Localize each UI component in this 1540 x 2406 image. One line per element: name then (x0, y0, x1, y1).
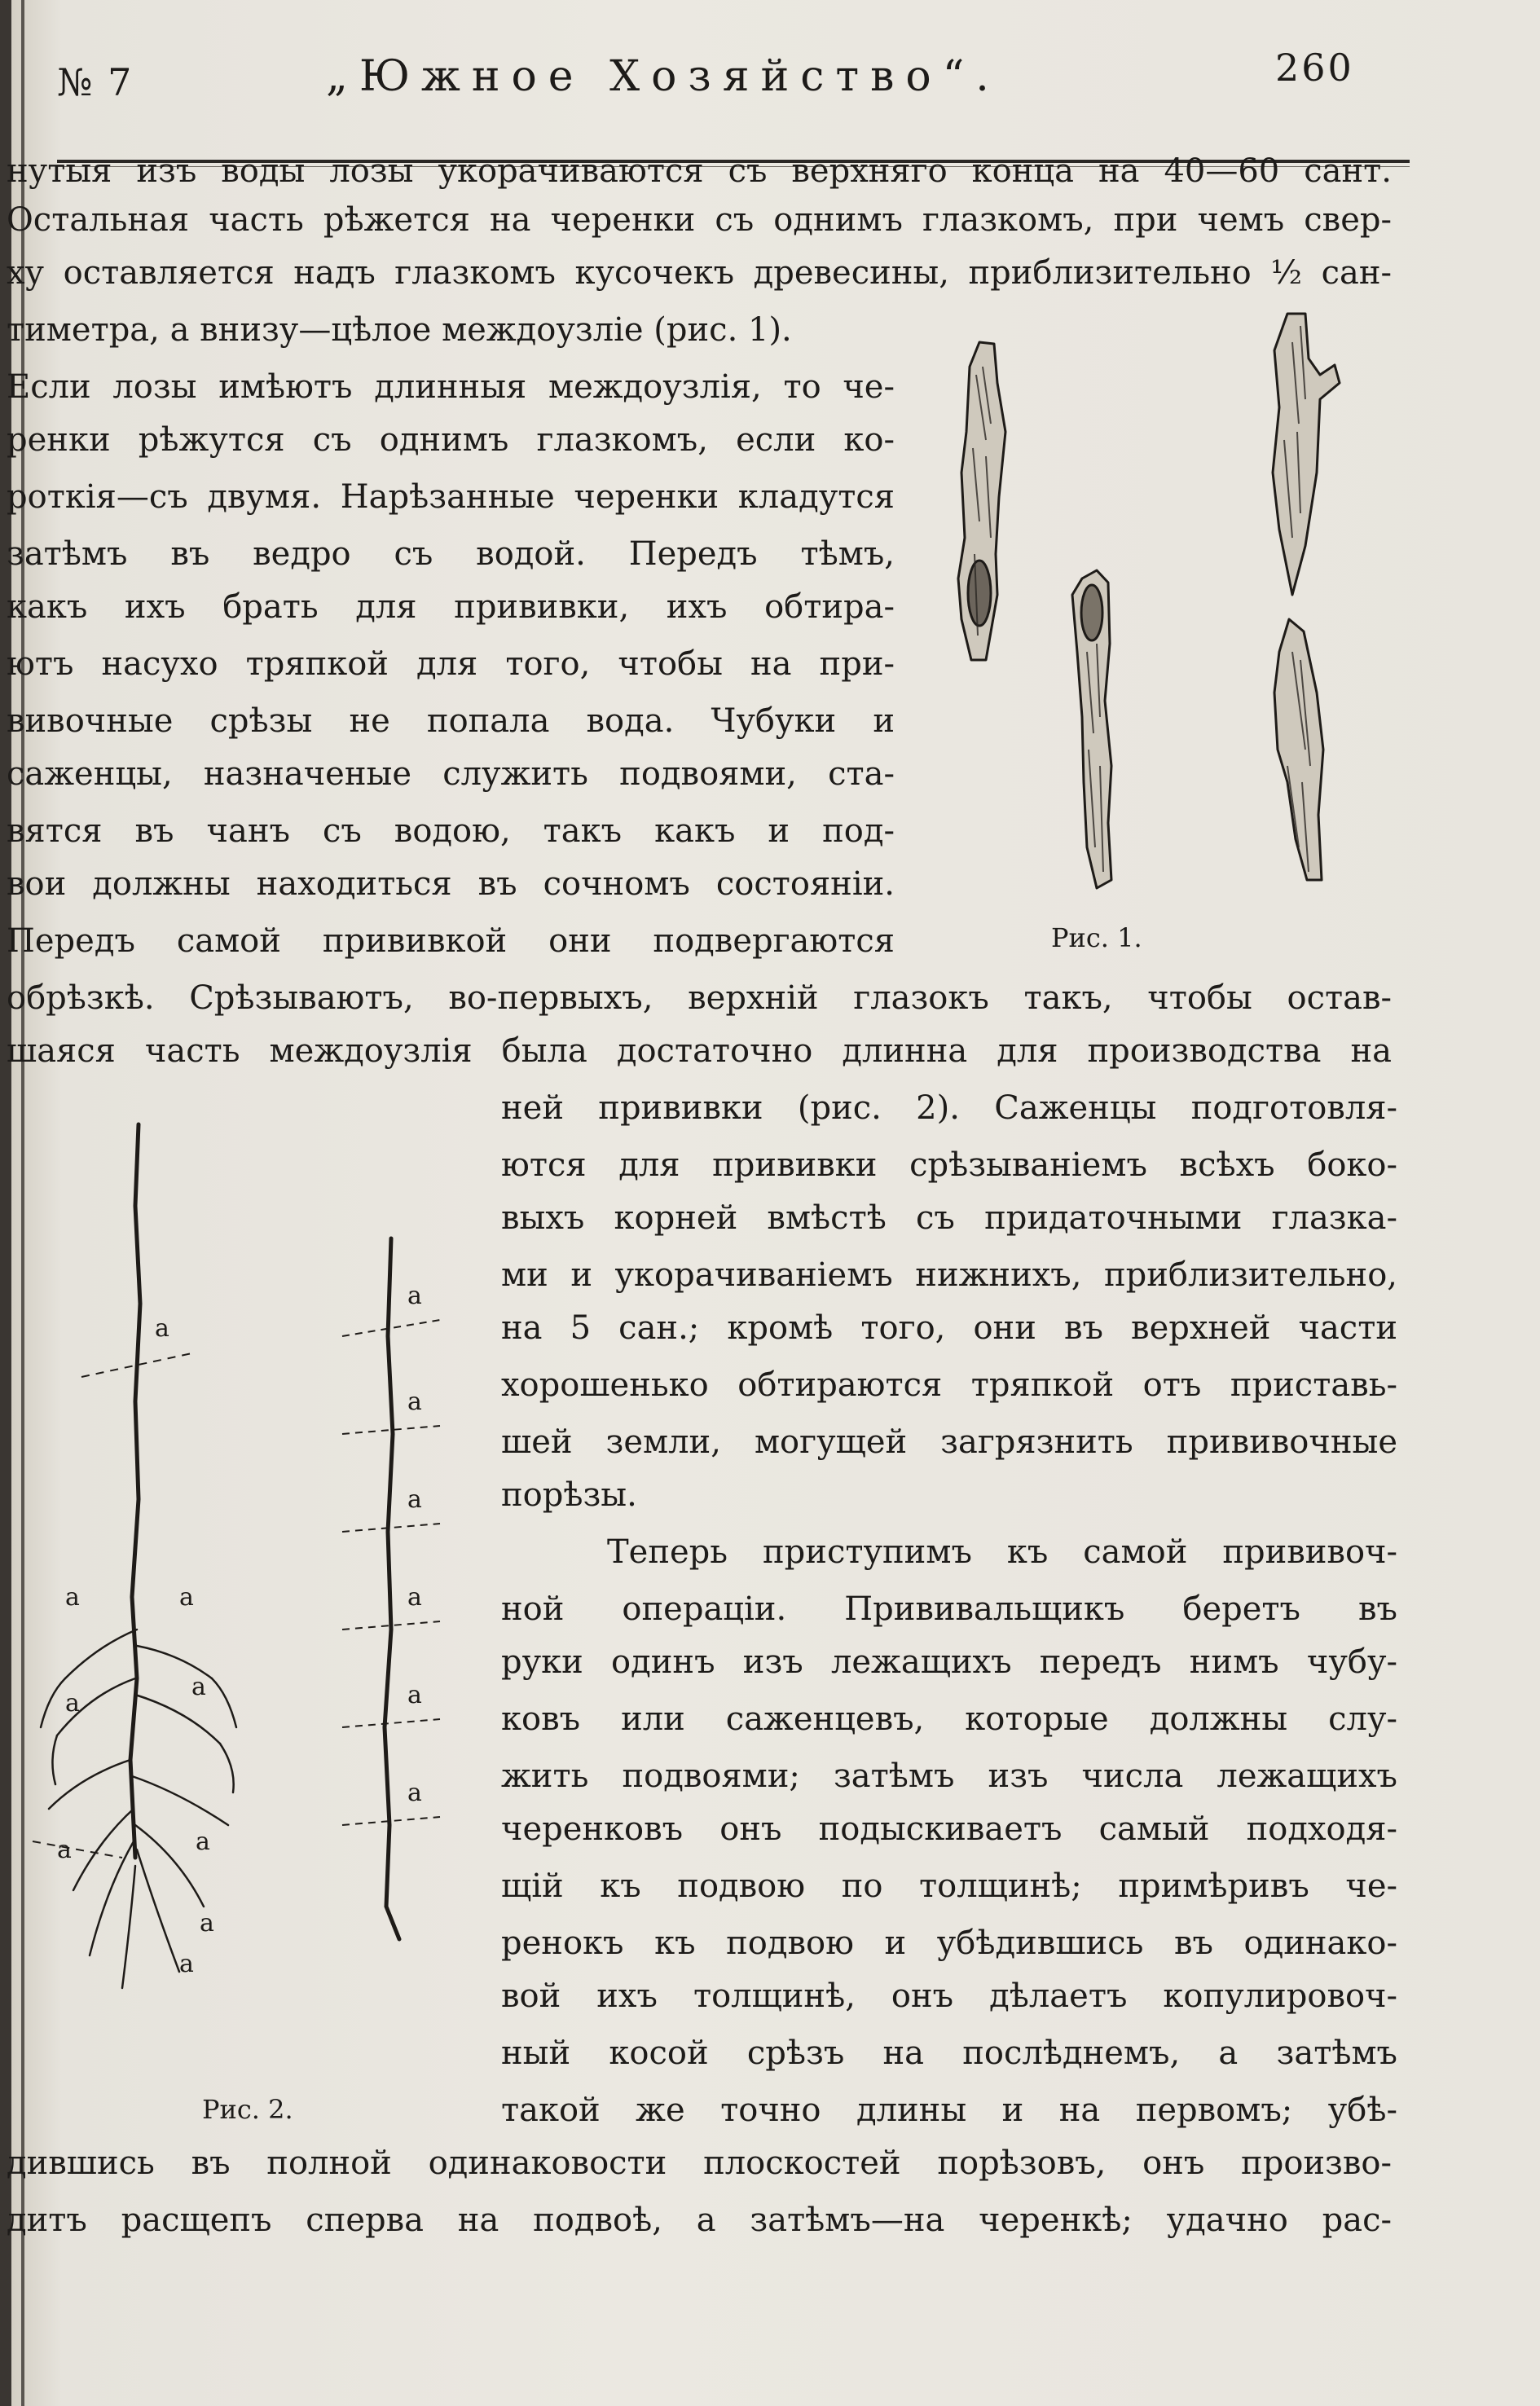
book-spine (0, 0, 11, 2406)
text-line: жить подвоями; затѣмъ изъ числа лежащихъ (501, 1757, 1397, 1795)
text-line: ной операціи. Прививальщикъ беретъ въ (501, 1590, 1397, 1628)
figure-2-label: a (407, 1282, 422, 1310)
figure-1-drawing (937, 310, 1361, 945)
text-line: саженцы, назначеные служить подвоями, ста- (7, 755, 895, 793)
figure-2-label: a (179, 1583, 194, 1612)
text-line: выхъ корней вмѣстѣ съ придаточными глазка- (501, 1199, 1397, 1237)
text-line: обрѣзкѣ. Срѣзываютъ, во-первыхъ, верхній глазокъ такъ, чтобы остав- (7, 979, 1392, 1017)
text-line: какъ ихъ брать для прививки, ихъ обтира- (7, 588, 895, 626)
text-line: вивочные срѣзы не попала вода. Чубуки и (7, 702, 895, 740)
text-line: роткія—съ двумя. Нарѣзанные черенки кладутся (7, 478, 895, 516)
figure-2-label: a (191, 1673, 206, 1701)
figure-1 (937, 310, 1361, 945)
figure-2-label: a (179, 1950, 194, 1978)
figure-2-label: a (196, 1828, 210, 1856)
page-number: 260 (1275, 46, 1354, 90)
text-line: на 5 сан.; кромѣ того, они въ верхней части (501, 1309, 1397, 1347)
text-line: ный косой срѣзъ на послѣднемъ, а затѣмъ (501, 2034, 1397, 2072)
text-line: такой же точно длины и на первомъ; убѣ- (501, 2092, 1397, 2129)
figure-2-label: a (407, 1583, 422, 1612)
text-line: черенковъ онъ подыскиваетъ самый подходя- (501, 1810, 1397, 1848)
text-line: дившись въ полной одинаковости плоскостей порѣзовъ, онъ произво- (7, 2144, 1392, 2182)
figure-2-label: a (407, 1681, 422, 1709)
text-line: ми и укорачиваніемъ нижнихъ, приблизительно, (501, 1256, 1397, 1294)
text-line: вятся въ чанъ съ водою, такъ какъ и под- (7, 812, 895, 850)
text-line: затѣмъ въ ведро съ водой. Передъ тѣмъ, (7, 535, 895, 573)
text-line: ней прививки (рис. 2). Саженцы подготовля- (501, 1089, 1397, 1127)
journal-title: „Южное Хозяйство“. (326, 52, 1001, 101)
text-line: дитъ расщепъ сперва на подвоѣ, а затѣмъ—на черенкѣ; удачно рас- (7, 2201, 1392, 2239)
text-line: хорошенько обтираются тряпкой отъ приставь- (501, 1366, 1397, 1404)
text-line: щій къ подвою по толщинѣ; примѣривъ че- (501, 1867, 1397, 1905)
figure-2-label: a (407, 1388, 422, 1416)
text-line: ются для прививки срѣзываніемъ всѣхъ боко- (501, 1146, 1397, 1184)
text-line: порѣзы. (501, 1476, 637, 1514)
text-line: ренокъ къ подвою и убѣдившись въ одинако- (501, 1924, 1397, 1962)
figure-2-label: a (155, 1314, 169, 1343)
text-line: ренки рѣжутся съ однимъ глазкомъ, если ко- (7, 421, 895, 459)
text-line: Передъ самой прививкой они подвергаются (7, 922, 895, 960)
text-line: ковъ или саженцевъ, которые должны слу- (501, 1700, 1397, 1738)
text-line: Теперь приступимъ къ самой прививоч- (607, 1533, 1397, 1571)
text-line: ху оставляется надъ глазкомъ кусочекъ древесины, приблизительно ½ сан- (7, 254, 1392, 292)
text-line: шаяся часть междоузлія была достаточно длинна для производства на (7, 1032, 1392, 1070)
figure-2-label: a (57, 1836, 72, 1864)
page-header (49, 46, 1369, 111)
text-line: вой ихъ толщинѣ, онъ дѣлаетъ копулировоч- (501, 1977, 1397, 2015)
figure-2-label: a (407, 1779, 422, 1807)
text-line: ютъ насухо тряпкой для того, чтобы на при- (7, 645, 895, 683)
text-line: руки одинъ изъ лежащихъ передъ нимъ чубу- (501, 1643, 1397, 1681)
text-line: Если лозы имѣютъ длинныя междоузлія, то че- (7, 368, 895, 406)
figure-2-label: a (65, 1583, 80, 1612)
figure-2-label: a (65, 1689, 80, 1718)
figure-2-label: a (407, 1485, 422, 1514)
figure-1-caption: Рис. 1. (1051, 922, 1142, 953)
text-line: Остальная часть рѣжется на черенки съ однимъ глазкомъ, при чемъ свер- (7, 201, 1392, 239)
figure-2-caption: Рис. 2. (202, 2094, 293, 2125)
figure-2-drawing (16, 1108, 481, 2070)
text-line: вои должны находиться въ сочномъ состояніи. (7, 865, 895, 903)
figure-2 (16, 1108, 481, 2070)
text-line: тиметра, а внизу—цѣлое междоузліе (рис. 1). (7, 311, 792, 349)
text-line: шей земли, могущей загрязнить прививочные (501, 1423, 1397, 1461)
text-line: нутыя изъ воды лозы укорачиваются съ верхняго конца на 40—60 сант. (7, 152, 1392, 190)
figure-2-label: a (200, 1909, 214, 1938)
issue-number: № 7 (57, 60, 134, 104)
